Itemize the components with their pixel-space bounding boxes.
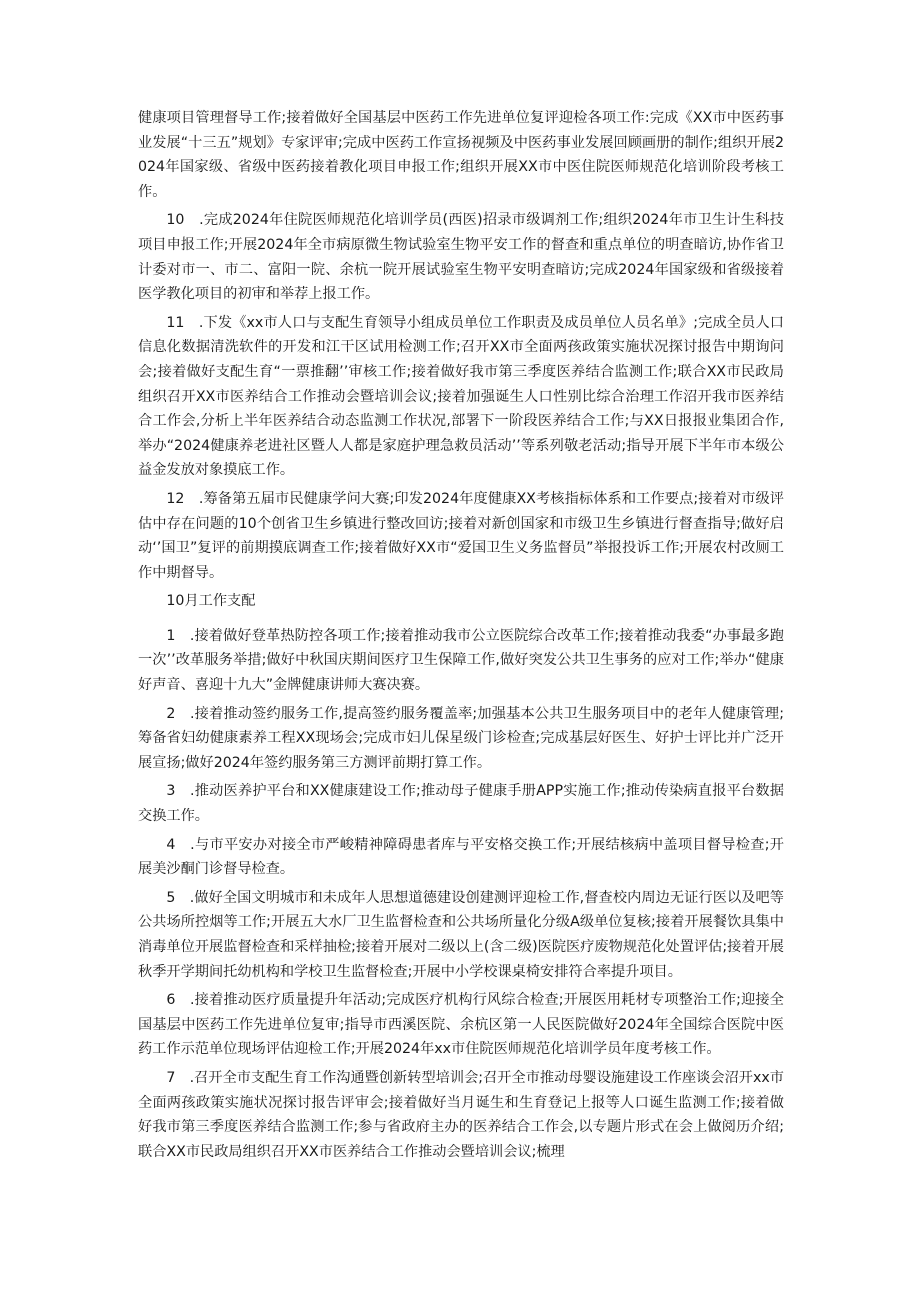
paragraph-october-item-4: 4 .与市平安办对接全市严峻精神障碍患者库与平安格交换工作;开展结核病中盖项目督导检查;开展美沙酮门诊督导检查。 (138, 836, 784, 878)
paragraph-intro-continuation: 健康项目管理督导工作;接着做好全国基层中医药工作先进单位复评迎检各项工作:完成《XX市中医药事业发展“十三五”规划》专家评审;完成中医药工作宣扬视频及中医药事业发展回顾画册的制作;组织开展2024年国家级、省级中医药接着教化项目申报工作;组织开展XX市中医住院医师规范化培训阶段考核工作。 (138, 110, 784, 200)
paragraph-october-item-6: 6 .接着推动医疗质量提升年活动;完成医疗机构行风综合检查;开展医用耗材专项整治工作;迎接全国基层中医药工作先进单位复审;指导市西溪医院、余杭区第一人民医院做好2024年全国综合医院中医药工作示范单位现场评估迎检工作;开展2024年xx市住院医师规范化培训学员年度考核工作。 (138, 992, 784, 1058)
section-heading-october: 10月工作支配 (166, 593, 256, 610)
paragraph-item-10: 10 .完成2024年住院医师规范化培训学员(西医)招录市级调剂工作;组织2024年市卫生计生科技项目申报工作;开展2024年全市病原微生物试验室生物平安工作的督查和重点单位的明查暗访,协作省卫计委对市一、市二、富阳一院、余杭一院开展试验室生物平安明查暗访;完成2024年国家级和省级接着医学教化项目的初审和举荐上报工作。 (138, 212, 784, 303)
paragraph-item-11: 11 .下发《xx市人口与支配生育领导小组成员单位工作职责及成员单位人员名单》;完成全员人口信息化数据清洗软件的开发和江干区试用检测工作;召开XX市全面两孩政策实施状况探讨报告中期询问会;接着做好支配生育“一票推翻’’审核工作;接着做好我市第三季度医养结合监测工作;联合XX市民政局组织召开XX市医养结合工作推动会暨培训会议;接着加强诞生人口性别比综合治理工作沼开我市医养结合工作会,分析上半年医养结合动态监测工作状况,部署下一阶段医养结合工作;与XX日报报业集团合作,举办“2024健康养老进社区暨人人都是家庭护理急救员活动’’等系列敬老活动;指导开展下半年市本级公益金发放对象摸底工作。 (138, 314, 784, 479)
paragraph-october-item-1: 1 .接着做好登革热防控各项工作;接着推动我市公立医院综合改革工作;接着推动我委“办事最多跑一次’’改革服务举措;做好中秋国庆期间医疗卫生保障工作,做好突发公共卫生事务的应对工作;举办“健康好声音、喜迎十九大”金牌健康讲师大赛决赛。 (138, 627, 784, 694)
paragraph-october-item-2: 2 .接着推动签约服务工作,提高签约服务覆盖率;加强基本公共卫生服务项目中的老年人健康管理;筹备省妇幼健康素养工程XX现场会;完成市妇儿保星级门诊检查;完成基层好医生、好护士评比并广泛开展宣扬;做好2024年签约服务第三方测评前期打算工作。 (138, 705, 784, 771)
document-page (138, 106, 784, 1168)
paragraph-october-item-5: 5 .做好全国文明城市和未成年人思想道德建设创建测评迎检工作,督查校内周边无证行医以及吧等公共场所控烟等工作;开展五大水厂卫生监督检查和公共场所量化分级A级单位复核;接着开展餐饮具集中消毒单位开展监督检查和采样抽检;接着开展对二级以上(含二级)医院医疗废物规范化处置评估;接着开展秋季开学期间托幼机构和学校卫生监督检查;开展中小学校课桌椅安排符合率提升项目。 (138, 889, 784, 980)
paragraph-october-item-3: 3 .推动医养护平台和XX健康建设工作;推动母子健康手册APP实施工作;推动传染病直报平台数据交换工作。 (138, 783, 784, 825)
paragraph-october-item-7: 7 .召开全市支配生育工作沟通暨创新转型培训会;召开全市推动母婴设施建设工作座谈会沼开xx市全面两孩政策实施状况探讨报告评审会;接着做好当月诞生和生育登记上报等人口诞生监测工作;接着做好我市第三季度医养结合监测工作;参与省政府主办的医养结合工作会,以专题片形式在会上做阅历介绍;联合XX市民政局组织召开XX市医养结合工作推动会暨培训会议;梳理 (138, 1069, 784, 1160)
paragraph-item-12: 12 .筹备第五届市民健康学问大赛;印发2024年度健康XX考核指标体系和工作要点;接着对市级评估中存在问题的10个创省卫生乡镇进行整改回访;接着对新创国家和市级卫生乡镇进行督查指导;做好启动‘’国卫”复评的前期摸底调查工作;接着做好XX市“爱国卫生义务监督员”举报投诉工作;开展农村改厕工作中期督导。 (138, 490, 784, 581)
